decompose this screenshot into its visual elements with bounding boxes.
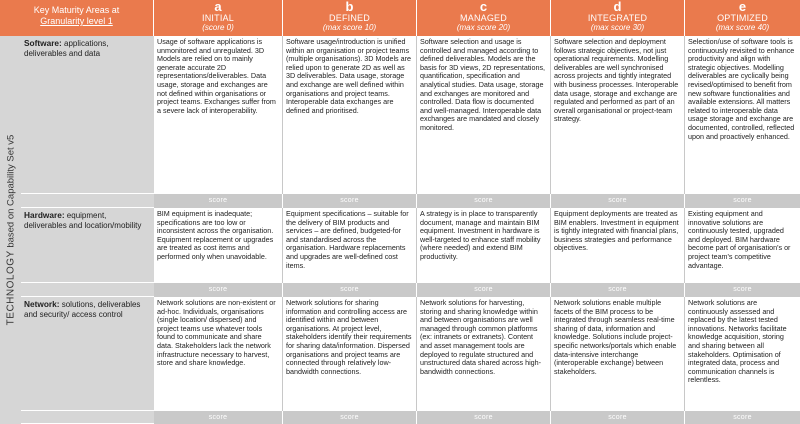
score-row-spacer <box>21 283 154 297</box>
side-label-main: TECHNOLOGY <box>5 250 16 326</box>
col-name: MANAGED <box>460 13 507 23</box>
area-rest: equipment, deliverables and location/mobility <box>24 211 142 230</box>
col-score: (max score 10) <box>322 23 377 32</box>
col-letter: b <box>345 0 354 14</box>
score-cell[interactable]: score <box>417 283 551 297</box>
col-letter: d <box>613 0 622 14</box>
score-cell[interactable]: score <box>551 283 685 297</box>
cell-software-a: Usage of software applications is unmonitored and unregulated. 3D Models are relied on to mainly generate accurate 2D representations/deliverables. Data usage, storage and exchanges are not defined within organisations or project teams. Exchanges suffer from a severe lack of interoperability. <box>154 36 283 194</box>
col-header-a <box>154 0 283 36</box>
col-letter: c <box>479 0 488 14</box>
col-header-b <box>283 0 417 36</box>
cell-network-d: Network solutions enable multiple facets of the BIM process to be integrated through seamless real-time sharing of data, information and knowledge. Solutions include project-specific networks/portals which enable data-intensive interchange (interoperable exchange) between stakeholders. <box>551 297 685 411</box>
corner-line1: Key Maturity Areas at <box>33 5 120 15</box>
score-cell[interactable]: score <box>154 283 283 297</box>
area-rest: solutions, deliverables and security/ access control <box>24 300 141 319</box>
cell-software-b: Software usage/introduction is unified within an organisation or project teams (multiple organisations). 3D Models are relied upon to generate 2D as well as 3D deliverables. Data usage, storage and exchange are well defined within organisations and project teams. Interoperable data exchanges are defined and prioritised. <box>283 36 417 194</box>
col-score: (score 0) <box>202 23 234 32</box>
corner-header <box>0 0 154 36</box>
cell-software-e: Selection/use of software tools is continuously revisited to enhance productivity and align with strategic objectives. Modelling deliverables are cyclically being revised/optimised to benefit from new software functionalities and available extensions. All matters related to interoperable data usage storage and exchange are documented, controlled, reflected upon and proactively enhanced. <box>685 36 800 194</box>
cell-network-c: Network solutions for harvesting, storing and sharing knowledge within and between organisations are well managed through common platforms (ex: intranets or extranets). Content and asset management tools are deployed to regulate structured and unstructured data shared across high-bandwidth connections. <box>417 297 551 411</box>
col-letter: a <box>214 0 222 14</box>
area-hardware <box>21 208 154 283</box>
side-label <box>0 36 21 424</box>
score-cell[interactable]: score <box>685 283 800 297</box>
score-row-spacer <box>21 194 154 208</box>
cell-software-c: Software selection and usage is controlled and managed according to defined deliverables. Models are the basis for 3D views, 2D representations, quantification, specification and analytical studies. Data usage, storage and exchanges are monitored and controlled. Data flow is documented and well-managed. Interoperable data exchanges are mandated and closely monitored. <box>417 36 551 194</box>
col-score: (max score 20) <box>456 23 511 32</box>
col-letter: e <box>738 0 747 14</box>
cell-hardware-c: A strategy is in place to transparently document, manage and maintain BIM equipment. Investment in hardware is well-targeted to enhance staff mobility (where needed) and extend BIM productivity. <box>417 208 551 283</box>
corner-line2[interactable]: Granularity level 1 <box>40 16 113 26</box>
col-name: DEFINED <box>329 13 370 23</box>
score-cell[interactable]: score <box>283 283 417 297</box>
area-lead: Software: <box>24 38 62 48</box>
cell-network-b: Network solutions for sharing information and controlling access are identified within and between organisations. At project level, stakeholders identify their requirements for sharing data/information. Dispersed organisations and project teams are connected through relatively low-bandwidth connections. <box>283 297 417 411</box>
score-cell[interactable]: score <box>154 411 283 424</box>
score-cell[interactable]: score <box>685 194 800 208</box>
score-cell[interactable]: score <box>551 411 685 424</box>
col-name: INTEGRATED <box>587 13 648 23</box>
score-cell[interactable]: score <box>685 411 800 424</box>
col-name: OPTIMIZED <box>717 13 768 23</box>
cell-software-d: Software selection and deployment follows strategic objectives, not just operational requirements. Modelling deliverables are well synchronised across projects and tightly integrated with business processes. Interoperable data usage, storage and exchange are regulated and performed as part of an overall organisational or project-team strategy. <box>551 36 685 194</box>
col-score: (max score 40) <box>715 23 770 32</box>
cell-hardware-a: BIM equipment is inadequate; specifications are too low or inconsistent across the organisation. Equipment replacement or upgrades are treated as cost items and performed only when unavoidable. <box>154 208 283 283</box>
col-name: INITIAL <box>202 13 234 23</box>
col-header-e <box>685 0 800 36</box>
area-lead: Hardware: <box>24 210 65 220</box>
cell-hardware-d: Equipment deployments are treated as BIM enablers. Investment in equipment is tightly integrated with financial plans, business strategies and performance objectives. <box>551 208 685 283</box>
cell-hardware-b: Equipment specifications – suitable for the delivery of BIM products and services – are defined, budgeted-for and standardised across the organisation. Hardware replacements and upgrades are well-defined cost items. <box>283 208 417 283</box>
score-row-spacer <box>21 411 154 424</box>
cell-network-e: Network solutions are continuously assessed and replaced by the latest tested innovations. Networks facilitate knowledge acquisition, storing and sharing between all stakeholders. Optimisation of integrated data, process and communication channels is relentless. <box>685 297 800 411</box>
col-score: (max score 30) <box>590 23 645 32</box>
score-cell[interactable]: score <box>417 411 551 424</box>
area-rest: applications, deliverables and data <box>24 39 109 58</box>
side-label-rest: based on Capability Set v5 <box>5 134 16 251</box>
cell-network-a: Network solutions are non-existent or ad-hoc. Individuals, organisations (single location/ dispersed) and project teams use whatever tools found to communicate and share data. Stakeholders lack the network infrastructure necessary to harvest, store and share knowledge. <box>154 297 283 411</box>
area-lead: Network: <box>24 299 60 309</box>
score-cell[interactable]: score <box>283 194 417 208</box>
area-software <box>21 36 154 194</box>
score-cell[interactable]: score <box>551 194 685 208</box>
col-header-d <box>551 0 685 36</box>
score-cell[interactable]: score <box>283 411 417 424</box>
col-header-c <box>417 0 551 36</box>
area-network <box>21 297 154 411</box>
cell-hardware-e: Existing equipment and innovative solutions are continuously tested, upgraded and deployed. BIM hardware become part of organisation's or project team's competitive advantage. <box>685 208 800 283</box>
score-cell[interactable]: score <box>417 194 551 208</box>
score-cell[interactable]: score <box>154 194 283 208</box>
